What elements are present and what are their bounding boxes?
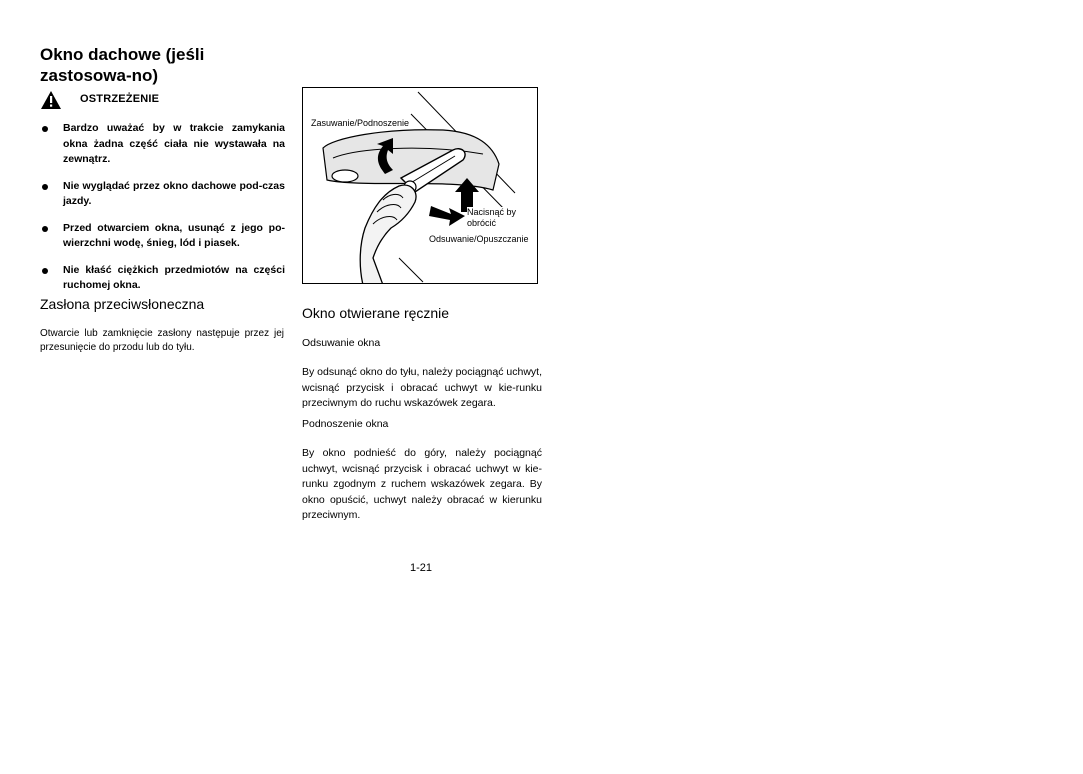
bullet-icon	[42, 226, 48, 232]
list-item	[40, 221, 285, 252]
list-item-text: Nie kłaść ciężkich przedmiotów na części ruchomej okna.	[63, 263, 285, 291]
page-title: Okno dachowe (jeśli zastosowa-no)	[40, 45, 205, 85]
label-slide: Odsuwanie/Opuszczanie	[429, 234, 529, 244]
sunroof-figure	[302, 87, 538, 284]
label-tilt: Zasuwanie/Podnoszenie	[311, 118, 410, 128]
warning-label: OSTRZEŻENIE	[80, 93, 160, 105]
bullet-icon	[42, 268, 48, 274]
section-title: Okno otwierane ręcznie	[302, 305, 450, 321]
warning-header	[40, 90, 290, 110]
section-text: Otwarcie lub zamknięcie zasłony następuje przez jej przesunięcie do przodu lub do tyłu.	[40, 328, 284, 353]
list-item-text: Bardzo uważać by w trakcie zamykania okna żadna część ciała nie wystawała na zewnątrz.	[63, 122, 285, 165]
list-item	[40, 121, 285, 168]
list-item	[40, 179, 285, 210]
list-item	[40, 263, 285, 294]
subheading: Odsuwanie okna	[302, 337, 381, 349]
warning-triangle-icon	[40, 90, 62, 110]
paragraph: By okno podnieść do góry, należy pociągnąć uchwyt, wcisnąć przycisk i obracać uchwyt w kie-runku zgodnym z ruchem wskazówek zegara. By okno opuścić, uchwyt należy obracać w kierunku przeciwnym.	[302, 447, 542, 521]
bullet-icon	[42, 184, 48, 190]
list-item-text: Przed otwarciem okna, usunąć z jego po-wierzchni wodę, śnieg, lód i piasek.	[63, 221, 285, 249]
paragraph: By odsunąć okno do tyłu, należy pociągnąć uchwyt, wcisnąć przycisk i obracać uchwyt w kie-runku przeciwnym do ruchu wskazówek zegara.	[302, 366, 542, 409]
label-push: Nacisnąć by obrócić	[467, 207, 527, 229]
warning-list	[40, 121, 285, 305]
section-title: Zasłona przeciwsłoneczna	[40, 296, 205, 312]
list-item-text: Nie wyglądać przez okno dachowe pod-czas jazdy.	[63, 179, 285, 207]
bullet-icon	[42, 126, 48, 132]
page-number: 1-21	[410, 562, 433, 574]
subheading: Podnoszenie okna	[302, 418, 389, 430]
